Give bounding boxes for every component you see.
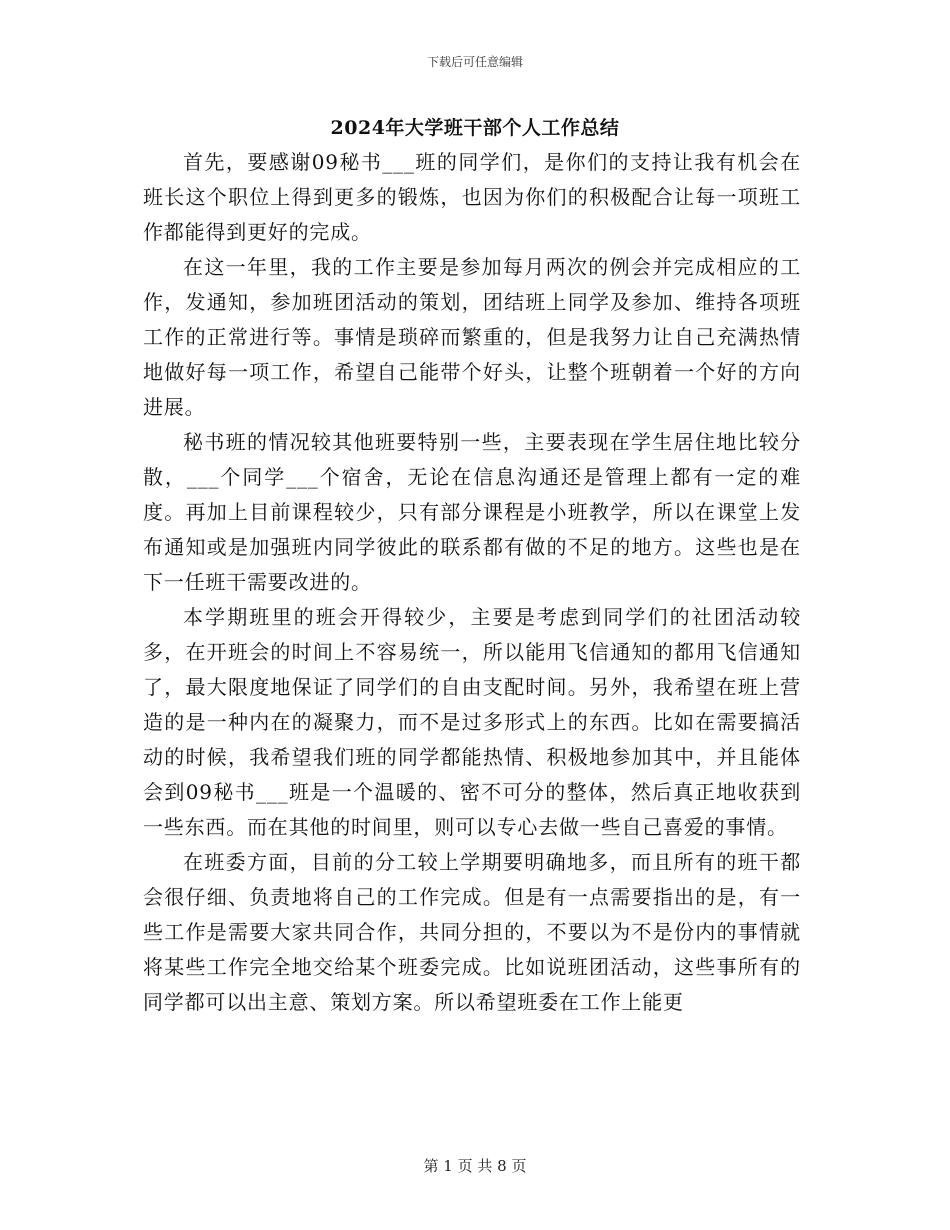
paragraph-4: 本学期班里的班会开得较少，主要是考虑到同学们的社团活动较多，在开班会的时间上不容易统一，所以能用飞信通知的都用飞信通知了，最大限度地保证了同学们的自由支配时间。另外，我希望在班上营造的是一种内在的凝聚力，而不是过多形式上的东西。比如在需要搞活动的时候，我希望我们班的同学都能热情、积极地参加其中，并且能体会到09秘书___班是一个温暖的、密不可分的整体，然后真正地收获到一些东西。而在其他的时间里，则可以专心去做一些自己喜爱的事情。 <box>143 605 801 839</box>
paragraph-2: 在这一年里，我的工作主要是参加每月两次的例会并完成相应的工作，发通知，参加班团活动的策划，团结班上同学及参加、维持各项班工作的正常进行等。事情是琐碎而繁重的，但是我努力让自己充满热情地做好每一项工作，希望自己能带个好头，让整个班朝着一个好的方向进展。 <box>143 255 801 419</box>
paragraph-3: 秘书班的情况较其他班要特别一些，主要表现在学生居住地比较分散，___个同学___个宿舍，无论在信息沟通还是管理上都有一定的难度。再加上目前课程较少，只有部分课程是小班教学，所以在课堂上发布通知或是加强班内同学彼此的联系都有做的不足的地方。这些也是在下一任班干需要改进的。 <box>143 430 801 594</box>
paragraph-1: 首先，要感谢09秘书___班的同学们，是你们的支持让我有机会在班长这个职位上得到更多的锻炼，也因为你们的积极配合让每一项班工作都能得到更好的完成。 <box>143 150 801 244</box>
paragraph-5: 在班委方面，目前的分工较上学期要明确地多，而且所有的班干都会很仔细、负责地将自己的工作完成。但是有一点需要指出的是，有一些工作是需要大家共同合作，共同分担的，不要以为不是份内的事情就将某些工作完全地交给某个班委完成。比如说班团活动，这些事所有的同学都可以出主意、策划方案。所以希望班委在工作上能更 <box>143 850 801 1014</box>
page-number: 第 1 页 共 8 页 <box>423 1157 527 1175</box>
header-note: 下载后可任意编辑 <box>426 55 523 69</box>
document-title: 2024年大学班干部个人工作总结 <box>330 117 620 139</box>
document-body <box>143 145 801 1020</box>
